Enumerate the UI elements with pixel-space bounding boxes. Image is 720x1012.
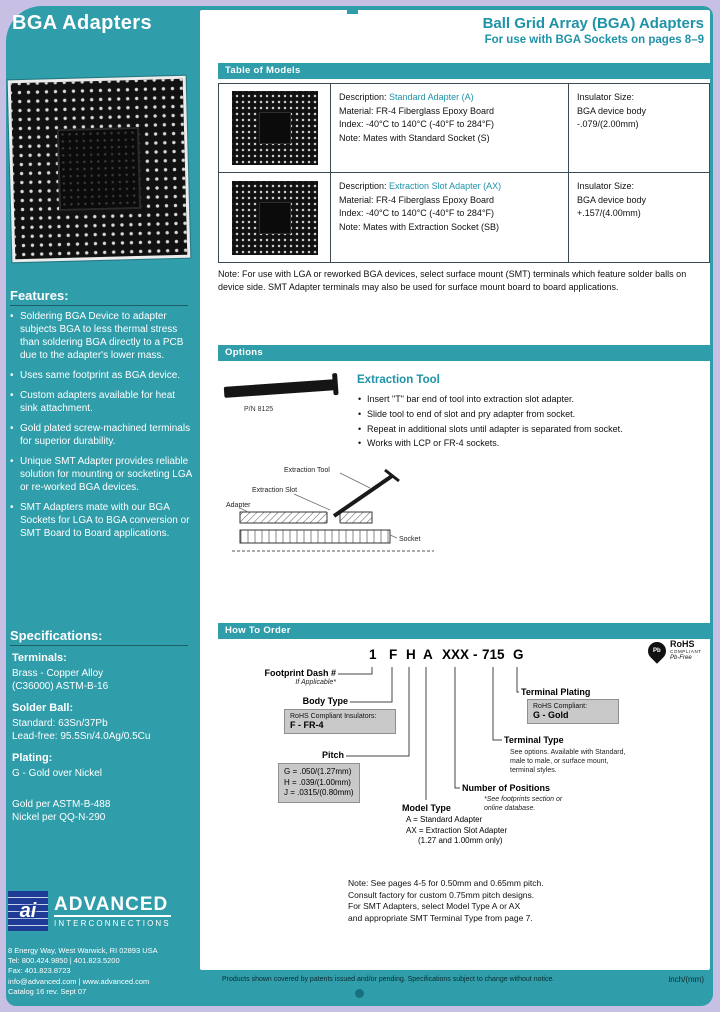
bullet-icon: •: [358, 394, 362, 404]
adapter-type-link: Extraction Slot Adapter (AX): [389, 181, 502, 191]
features-list: [10, 310, 192, 547]
terminal-type-desc: [510, 748, 625, 775]
table-of-models-header: Table of Models: [218, 63, 710, 79]
bullet-icon: •: [358, 438, 362, 449]
bullet-icon: •: [10, 390, 14, 401]
description-label: Description:: [339, 92, 387, 102]
list-item: [10, 422, 192, 448]
address-line: 8 Energy Way, West Warwick, RI 02893 USA: [8, 946, 158, 955]
document-subtitle: For use with BGA Sockets on pages 8–9: [484, 34, 704, 46]
step-text: Insert "T" bar end of tool into extraction slot adapter.: [367, 394, 575, 404]
list-item: [10, 369, 192, 382]
table-row: [219, 173, 709, 262]
index-line: Index: -40°C to 140°C (-40°F to 284°F): [339, 119, 494, 129]
code-pitch: H: [406, 647, 416, 662]
company-logo: [8, 891, 171, 931]
code-footprint: 1: [369, 647, 377, 662]
web-line: info@advanced.com | www.advanced.com: [8, 976, 150, 986]
footprint-dash-label: Footprint Dash #: [264, 668, 336, 678]
insulator-line: BGA device body: [577, 194, 647, 205]
step-text: Works with LCP or FR-4 sockets.: [367, 438, 500, 449]
list-item: [358, 436, 708, 451]
diagram-adapter-label: Adapter: [226, 502, 251, 509]
extraction-tool-steps: [358, 392, 708, 451]
order-code-diagram: [218, 645, 710, 945]
list-item: [10, 455, 192, 494]
insulator-value: -.079/(2.00mm): [577, 119, 639, 129]
insulator-label: Insulator Size:: [577, 92, 635, 102]
rohs-title: RoHS: [670, 639, 695, 649]
terminal-type-line: See options. Available with Standard,: [510, 749, 626, 756]
order-note: [348, 878, 544, 924]
terminal-type-label: Terminal Type: [504, 735, 564, 745]
document-title: Ball Grid Array (BGA) Adapters: [482, 15, 704, 32]
adapter-type-link: Standard Adapter (A): [389, 92, 474, 102]
note-line: Note: Mates with Extraction Socket (SB): [339, 221, 500, 232]
diagram-slot-label: Extraction Slot: [252, 487, 298, 494]
extraction-slot-adapter-image: [219, 173, 331, 262]
plating-label: Plating:: [12, 752, 53, 764]
positions-desc: [484, 795, 562, 813]
feature-text: Custom adapters available for heat sink attachment.: [20, 390, 176, 414]
positions-line: online database.: [484, 805, 536, 812]
registration-mark: [347, 7, 358, 14]
insulator-label: Insulator Size:: [577, 181, 635, 191]
bullet-icon: •: [10, 370, 14, 381]
extraction-tool-heading: Extraction Tool: [357, 374, 440, 386]
tool-part-number: P/N 8125: [244, 406, 274, 413]
feature-text: SMT Adapters mate with our BGA Sockets for LGA to BGA conversion or SMT Board to Board applications.: [20, 502, 190, 539]
solder-line: Lead-free: 95.5Sn/4.0Ag/0.5Cu: [12, 731, 151, 742]
model-type-label: Model Type: [402, 803, 451, 813]
company-address: [8, 946, 158, 997]
bga-ball-grid: [11, 79, 188, 259]
description-line: [339, 91, 560, 105]
page-number-dot: [355, 989, 364, 998]
bullet-icon: •: [10, 423, 14, 434]
plating-line: Nickel per QQ-N-290: [12, 812, 106, 823]
standard-adapter-image: [219, 84, 331, 172]
list-item: [10, 389, 192, 415]
solder-line: Standard: 63Sn/37Pb: [12, 718, 108, 729]
code-body-type: F: [389, 647, 398, 662]
extraction-tool-photo: [224, 374, 349, 404]
table-row: [219, 84, 709, 173]
code-dash: -: [473, 647, 478, 662]
solder-ball-label: Solder Ball:: [12, 702, 74, 714]
bga-adapter-photo: [8, 76, 191, 263]
logo-icon: ai: [8, 891, 48, 931]
feature-text: Soldering BGA Device to adapter subjects BGA to less thermal stress than soldering BGA directly to a PCB due to the adapter's lower mass.: [20, 311, 184, 361]
body-box-value: F - FR-4: [290, 720, 324, 730]
insulator-cell: [569, 173, 709, 262]
description-label: Description:: [339, 181, 387, 191]
pitch-label: Pitch: [321, 750, 344, 760]
tool-t-end: [332, 373, 339, 395]
rohs-pbfree: Pb-Free: [670, 655, 692, 661]
options-header: Options: [218, 345, 710, 361]
code-positions: XXX: [442, 647, 470, 662]
positions-label: Number of Positions: [462, 783, 551, 793]
list-item: [10, 501, 192, 540]
terminals-label: Terminals:: [12, 652, 67, 664]
how-to-order-header: How To Order: [218, 623, 710, 639]
insulator-line: BGA device body: [577, 105, 647, 116]
pb-mark: Pb: [653, 648, 661, 655]
legal-text: Products shown covered by patents issued and/or pending. Specifications subject to change without notice.: [222, 976, 555, 983]
body-type-box: [284, 709, 396, 734]
terminal-plating-label: Terminal Plating: [521, 687, 591, 697]
order-note-line: Consult factory for custom 0.75mm pitch designs.: [348, 889, 535, 900]
description-line: [339, 180, 560, 194]
bga-chip-core: [259, 202, 291, 234]
model-option: AX = Extraction Slot Adapter: [406, 825, 508, 835]
phone-line: Tel: 800.424.9850 | 401.823.5200: [8, 956, 120, 966]
code-model-type: A: [423, 647, 433, 662]
pitch-option: H = .039/(1.00mm): [284, 777, 351, 787]
list-item: [358, 422, 708, 437]
body-box-title: RoHS Compliant Insulators:: [290, 713, 377, 720]
material-line: Material: FR-4 Fiberglass Epoxy Board: [339, 194, 495, 205]
bullet-icon: •: [10, 311, 14, 322]
units-note: inch/(mm): [668, 975, 704, 984]
specifications-heading: Specifications:: [10, 628, 188, 646]
pitch-option: G = .050/(1.27mm): [284, 767, 352, 776]
plating-box-title: RoHS Compliant:: [533, 703, 588, 710]
tool-bar-shape: [224, 379, 336, 398]
pitch-option: J = .0315/(0.80mm): [284, 788, 354, 797]
page-title: BGA Adapters: [12, 12, 153, 34]
body-type-label: Body Type: [302, 696, 348, 706]
diagram-socket-label: Socket: [399, 536, 421, 543]
feature-text: Unique SMT Adapter provides reliable solution for mounting or socketing LGA or re-worked BGA devices.: [20, 456, 192, 493]
socket-shape: [240, 530, 390, 543]
list-item: [358, 392, 708, 407]
list-item: [10, 310, 192, 362]
note-line: Note: Mates with Standard Socket (S): [339, 132, 490, 143]
terminals-line: Brass - Copper Alloy: [12, 668, 104, 679]
description-cell: [331, 84, 569, 172]
footprint-dash-sub: If Applicable*: [295, 679, 336, 686]
specifications-list: [12, 652, 194, 824]
positions-line: *See footprints section or: [484, 796, 563, 803]
insulator-value: +.157/(4.00mm): [577, 208, 641, 218]
adapter-shape: [240, 512, 372, 523]
code-plating: G: [513, 647, 524, 662]
bga-chip-thumbnail: [232, 181, 318, 255]
order-note-line: and appropriate SMT Terminal Type from page 7.: [348, 912, 533, 923]
order-note-line: For SMT Adapters, select Model Type A or AX: [348, 901, 521, 911]
fax-line: Fax: 401.823.8723: [8, 966, 71, 976]
bga-chip-core: [57, 127, 141, 211]
catalog-line: Catalog 16 rev. Sept 07: [8, 986, 87, 996]
extraction-diagram: [224, 460, 479, 568]
tool-shaft: [334, 476, 392, 516]
terminal-type-line: male to male, or surface mount,: [510, 758, 609, 765]
bullet-icon: •: [358, 408, 362, 419]
pitch-options-box: [278, 763, 360, 803]
material-line: Material: FR-4 Fiberglass Epoxy Board: [339, 105, 495, 116]
model-option: (1.27 and 1.00mm only): [418, 836, 503, 845]
bga-chip-core: [259, 112, 291, 144]
brand-name: ADVANCED: [54, 895, 171, 917]
code-terminal-type: 715: [482, 647, 505, 662]
brand-subname: INTERCONNECTIONS: [54, 918, 171, 928]
order-note-line: Note: See pages 4-5 for 0.50mm and 0.65mm pitch.: [348, 878, 544, 888]
rohs-compliant: COMPLIANT: [670, 649, 702, 654]
bullet-icon: •: [10, 502, 14, 513]
feature-text: Gold plated screw-machined terminals for superior durability.: [20, 423, 191, 447]
plating-box-value: G - Gold: [533, 710, 569, 720]
features-heading: Features:: [10, 288, 188, 306]
step-text: Slide tool to end of slot and pry adapter from socket.: [367, 408, 576, 419]
plating-line: Gold per ASTM-B-488: [12, 799, 111, 810]
insulator-cell: [569, 84, 709, 172]
bullet-icon: •: [358, 423, 362, 434]
models-footnote: Note: For use with LGA or reworked BGA devices, select surface mount (SMT) terminals which feature solder balls on device side. SMT Adapter terminals may also be used for surface mount board to board applications.: [218, 269, 687, 292]
plating-line: G - Gold over Nickel: [12, 768, 103, 779]
terminal-plating-box: [527, 699, 619, 724]
models-table: [218, 83, 710, 263]
feature-text: Uses same footprint as BGA device.: [20, 370, 181, 381]
terminals-line: (C36000) ASTM-B-16: [12, 681, 109, 692]
terminal-type-line: terminal styles.: [510, 767, 557, 774]
bga-chip-thumbnail: [232, 91, 318, 165]
bullet-icon: •: [10, 456, 14, 467]
diagram-tool-label: Extraction Tool: [284, 467, 330, 474]
model-option: A = Standard Adapter: [406, 815, 483, 824]
model-type-options: [406, 815, 507, 847]
list-item: [358, 407, 708, 422]
index-line: Index: -40°C to 140°C (-40°F to 284°F): [339, 208, 494, 218]
step-text: Repeat in additional slots until adapter is separated from socket.: [367, 423, 623, 434]
description-cell: [331, 173, 569, 262]
